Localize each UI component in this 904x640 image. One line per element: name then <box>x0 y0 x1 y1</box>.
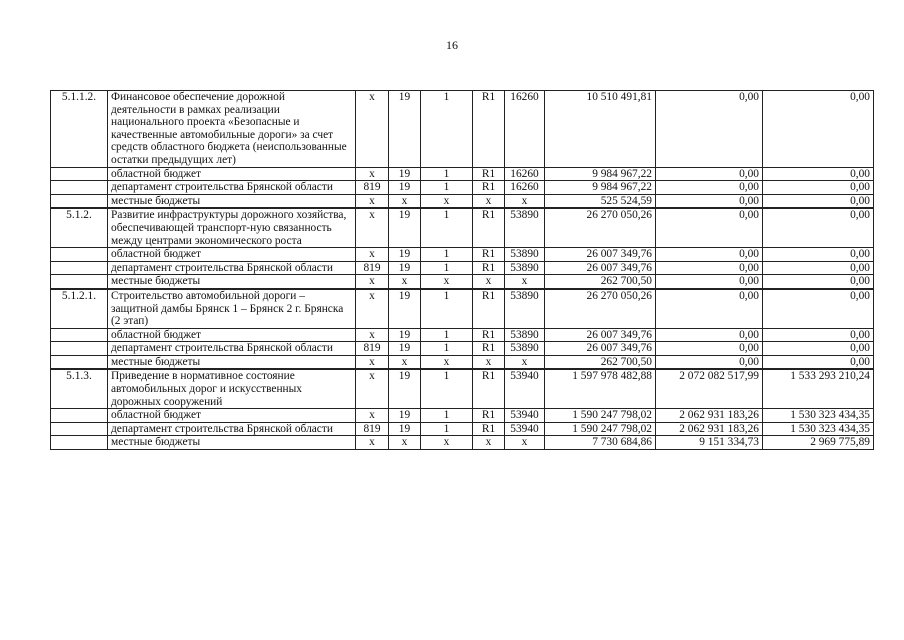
subsection-code-cell: 1 <box>421 248 473 262</box>
amount-year2-cell: 0,00 <box>656 261 763 275</box>
row-code-cell: 5.1.1.2. <box>51 91 108 168</box>
admin-code-cell: х <box>356 369 389 408</box>
table-row <box>51 422 874 436</box>
program-code-cell: R1 <box>473 248 505 262</box>
admin-code-cell: х <box>356 355 389 369</box>
section-code-cell: х <box>389 355 421 369</box>
row-name-cell: департамент строительства Брянской области <box>108 261 356 275</box>
amount-year2-cell: 0,00 <box>656 275 763 289</box>
amount-year3-cell: 1 530 323 434,35 <box>763 422 874 436</box>
amount-year3-cell: 0,00 <box>763 328 874 342</box>
admin-code-cell: х <box>356 289 389 328</box>
row-name-cell: Строительство автомобильной дороги – защитной дамбы Брянск 1 – Брянск 2 г. Брянска (2 этап) <box>108 289 356 328</box>
amount-year3-cell: 0,00 <box>763 248 874 262</box>
program-code-cell: х <box>473 355 505 369</box>
amount-year1-cell: 1 590 247 798,02 <box>545 422 656 436</box>
section-code-cell: 19 <box>389 289 421 328</box>
admin-code-cell: х <box>356 248 389 262</box>
target-code-cell: 53940 <box>505 369 545 408</box>
row-name-cell: областной бюджет <box>108 248 356 262</box>
amount-year1-cell: 262 700,50 <box>545 355 656 369</box>
program-code-cell: R1 <box>473 342 505 356</box>
row-code-cell <box>51 181 108 195</box>
amount-year2-cell: 2 072 082 517,99 <box>656 369 763 408</box>
row-code-cell <box>51 167 108 181</box>
admin-code-cell: 819 <box>356 261 389 275</box>
row-name-cell: департамент строительства Брянской области <box>108 342 356 356</box>
program-code-cell: R1 <box>473 369 505 408</box>
admin-code-cell: 819 <box>356 422 389 436</box>
section-code-cell: 19 <box>389 261 421 275</box>
amount-year1-cell: 7 730 684,86 <box>545 436 656 450</box>
amount-year3-cell: 0,00 <box>763 208 874 247</box>
admin-code-cell: 819 <box>356 342 389 356</box>
program-code-cell: R1 <box>473 167 505 181</box>
table-row <box>51 91 874 168</box>
target-code-cell: 16260 <box>505 91 545 168</box>
table-row <box>51 167 874 181</box>
section-code-cell: х <box>389 194 421 208</box>
row-name-cell: областной бюджет <box>108 409 356 423</box>
program-code-cell: R1 <box>473 409 505 423</box>
amount-year1-cell: 1 590 247 798,02 <box>545 409 656 423</box>
table-row <box>51 342 874 356</box>
amount-year1-cell: 26 270 050,26 <box>545 208 656 247</box>
subsection-code-cell: 1 <box>421 369 473 408</box>
table-row <box>51 409 874 423</box>
admin-code-cell: 819 <box>356 181 389 195</box>
amount-year1-cell: 9 984 967,22 <box>545 167 656 181</box>
subsection-code-cell: 1 <box>421 91 473 168</box>
amount-year3-cell: 0,00 <box>763 167 874 181</box>
row-name-cell: Приведение в нормативное состояние автомобильных дорог и искусственных дорожных сооружений <box>108 369 356 408</box>
target-code-cell: 16260 <box>505 167 545 181</box>
table-row <box>51 181 874 195</box>
row-name-cell: местные бюджеты <box>108 194 356 208</box>
row-code-cell <box>51 194 108 208</box>
table-row <box>51 261 874 275</box>
target-code-cell: 53890 <box>505 328 545 342</box>
row-code-cell <box>51 248 108 262</box>
subsection-code-cell: 1 <box>421 261 473 275</box>
amount-year2-cell: 2 062 931 183,26 <box>656 422 763 436</box>
amount-year1-cell: 525 524,59 <box>545 194 656 208</box>
amount-year1-cell: 26 270 050,26 <box>545 289 656 328</box>
program-code-cell: х <box>473 436 505 450</box>
amount-year3-cell: 0,00 <box>763 289 874 328</box>
row-name-cell: местные бюджеты <box>108 355 356 369</box>
row-code-cell <box>51 275 108 289</box>
row-name-cell: областной бюджет <box>108 167 356 181</box>
row-code-cell <box>51 436 108 450</box>
subsection-code-cell: 1 <box>421 422 473 436</box>
table-row <box>51 289 874 328</box>
amount-year3-cell: 0,00 <box>763 91 874 168</box>
subsection-code-cell: 1 <box>421 342 473 356</box>
row-name-cell: Развитие инфраструктуры дорожного хозяйства, обеспечивающей транспорт-ную связанность между центрами экономического роста <box>108 208 356 247</box>
amount-year2-cell: 0,00 <box>656 355 763 369</box>
amount-year1-cell: 9 984 967,22 <box>545 181 656 195</box>
target-code-cell: х <box>505 355 545 369</box>
program-code-cell: R1 <box>473 181 505 195</box>
target-code-cell: х <box>505 275 545 289</box>
section-code-cell: 19 <box>389 409 421 423</box>
amount-year2-cell: 0,00 <box>656 328 763 342</box>
section-code-cell: 19 <box>389 369 421 408</box>
amount-year3-cell: 0,00 <box>763 355 874 369</box>
amount-year2-cell: 0,00 <box>656 181 763 195</box>
budget-table <box>50 90 874 450</box>
row-name-cell: Финансовое обеспечение дорожной деятельности в рамках реализации национального проекта «Безопасные и качественные автомобильные дороги» за счет средств областного бюджета (неиспользованные остатки предыдущих лет) <box>108 91 356 168</box>
row-code-cell <box>51 409 108 423</box>
subsection-code-cell: 1 <box>421 208 473 247</box>
admin-code-cell: х <box>356 328 389 342</box>
amount-year3-cell: 0,00 <box>763 275 874 289</box>
table-row <box>51 436 874 450</box>
admin-code-cell: х <box>356 436 389 450</box>
table-row <box>51 208 874 247</box>
section-code-cell: х <box>389 436 421 450</box>
admin-code-cell: х <box>356 91 389 168</box>
subsection-code-cell: х <box>421 436 473 450</box>
amount-year3-cell: 1 533 293 210,24 <box>763 369 874 408</box>
amount-year3-cell: 0,00 <box>763 342 874 356</box>
amount-year3-cell: 2 969 775,89 <box>763 436 874 450</box>
row-code-cell <box>51 355 108 369</box>
admin-code-cell: х <box>356 409 389 423</box>
row-code-cell <box>51 261 108 275</box>
row-name-cell: департамент строительства Брянской области <box>108 422 356 436</box>
amount-year1-cell: 26 007 349,76 <box>545 342 656 356</box>
program-code-cell: R1 <box>473 261 505 275</box>
target-code-cell: х <box>505 194 545 208</box>
subsection-code-cell: 1 <box>421 181 473 195</box>
target-code-cell: 53890 <box>505 261 545 275</box>
section-code-cell: х <box>389 275 421 289</box>
amount-year3-cell: 0,00 <box>763 194 874 208</box>
target-code-cell: 53890 <box>505 289 545 328</box>
row-name-cell: областной бюджет <box>108 328 356 342</box>
target-code-cell: 53890 <box>505 208 545 247</box>
table-row <box>51 194 874 208</box>
admin-code-cell: х <box>356 208 389 247</box>
admin-code-cell: х <box>356 275 389 289</box>
amount-year2-cell: 0,00 <box>656 167 763 181</box>
amount-year2-cell: 9 151 334,73 <box>656 436 763 450</box>
target-code-cell: 16260 <box>505 181 545 195</box>
amount-year2-cell: 2 062 931 183,26 <box>656 409 763 423</box>
amount-year2-cell: 0,00 <box>656 289 763 328</box>
amount-year1-cell: 26 007 349,76 <box>545 261 656 275</box>
row-name-cell: местные бюджеты <box>108 436 356 450</box>
amount-year1-cell: 26 007 349,76 <box>545 328 656 342</box>
program-code-cell: R1 <box>473 208 505 247</box>
table-row <box>51 248 874 262</box>
section-code-cell: 19 <box>389 342 421 356</box>
amount-year2-cell: 0,00 <box>656 91 763 168</box>
row-code-cell: 5.1.3. <box>51 369 108 408</box>
amount-year1-cell: 1 597 978 482,88 <box>545 369 656 408</box>
amount-year3-cell: 1 530 323 434,35 <box>763 409 874 423</box>
amount-year2-cell: 0,00 <box>656 248 763 262</box>
section-code-cell: 19 <box>389 91 421 168</box>
amount-year2-cell: 0,00 <box>656 342 763 356</box>
subsection-code-cell: х <box>421 194 473 208</box>
subsection-code-cell: х <box>421 355 473 369</box>
row-code-cell <box>51 328 108 342</box>
table-row <box>51 275 874 289</box>
program-code-cell: R1 <box>473 328 505 342</box>
subsection-code-cell: 1 <box>421 409 473 423</box>
amount-year2-cell: 0,00 <box>656 208 763 247</box>
program-code-cell: х <box>473 194 505 208</box>
admin-code-cell: х <box>356 194 389 208</box>
admin-code-cell: х <box>356 167 389 181</box>
target-code-cell: х <box>505 436 545 450</box>
table-row <box>51 328 874 342</box>
row-code-cell <box>51 342 108 356</box>
table-row <box>51 355 874 369</box>
amount-year3-cell: 0,00 <box>763 261 874 275</box>
program-code-cell: х <box>473 275 505 289</box>
row-code-cell <box>51 422 108 436</box>
row-code-cell: 5.1.2. <box>51 208 108 247</box>
budget-table-body <box>51 91 874 450</box>
program-code-cell: R1 <box>473 91 505 168</box>
amount-year2-cell: 0,00 <box>656 194 763 208</box>
target-code-cell: 53890 <box>505 342 545 356</box>
row-name-cell: местные бюджеты <box>108 275 356 289</box>
program-code-cell: R1 <box>473 422 505 436</box>
subsection-code-cell: 1 <box>421 328 473 342</box>
amount-year1-cell: 262 700,50 <box>545 275 656 289</box>
amount-year1-cell: 10 510 491,81 <box>545 91 656 168</box>
subsection-code-cell: х <box>421 275 473 289</box>
section-code-cell: 19 <box>389 248 421 262</box>
section-code-cell: 19 <box>389 328 421 342</box>
section-code-cell: 19 <box>389 181 421 195</box>
section-code-cell: 19 <box>389 208 421 247</box>
row-name-cell: департамент строительства Брянской области <box>108 181 356 195</box>
amount-year1-cell: 26 007 349,76 <box>545 248 656 262</box>
row-code-cell: 5.1.2.1. <box>51 289 108 328</box>
subsection-code-cell: 1 <box>421 167 473 181</box>
subsection-code-cell: 1 <box>421 289 473 328</box>
program-code-cell: R1 <box>473 289 505 328</box>
section-code-cell: 19 <box>389 167 421 181</box>
section-code-cell: 19 <box>389 422 421 436</box>
target-code-cell: 53940 <box>505 409 545 423</box>
page-number: 16 <box>446 38 458 52</box>
target-code-cell: 53940 <box>505 422 545 436</box>
table-row <box>51 369 874 408</box>
amount-year3-cell: 0,00 <box>763 181 874 195</box>
target-code-cell: 53890 <box>505 248 545 262</box>
